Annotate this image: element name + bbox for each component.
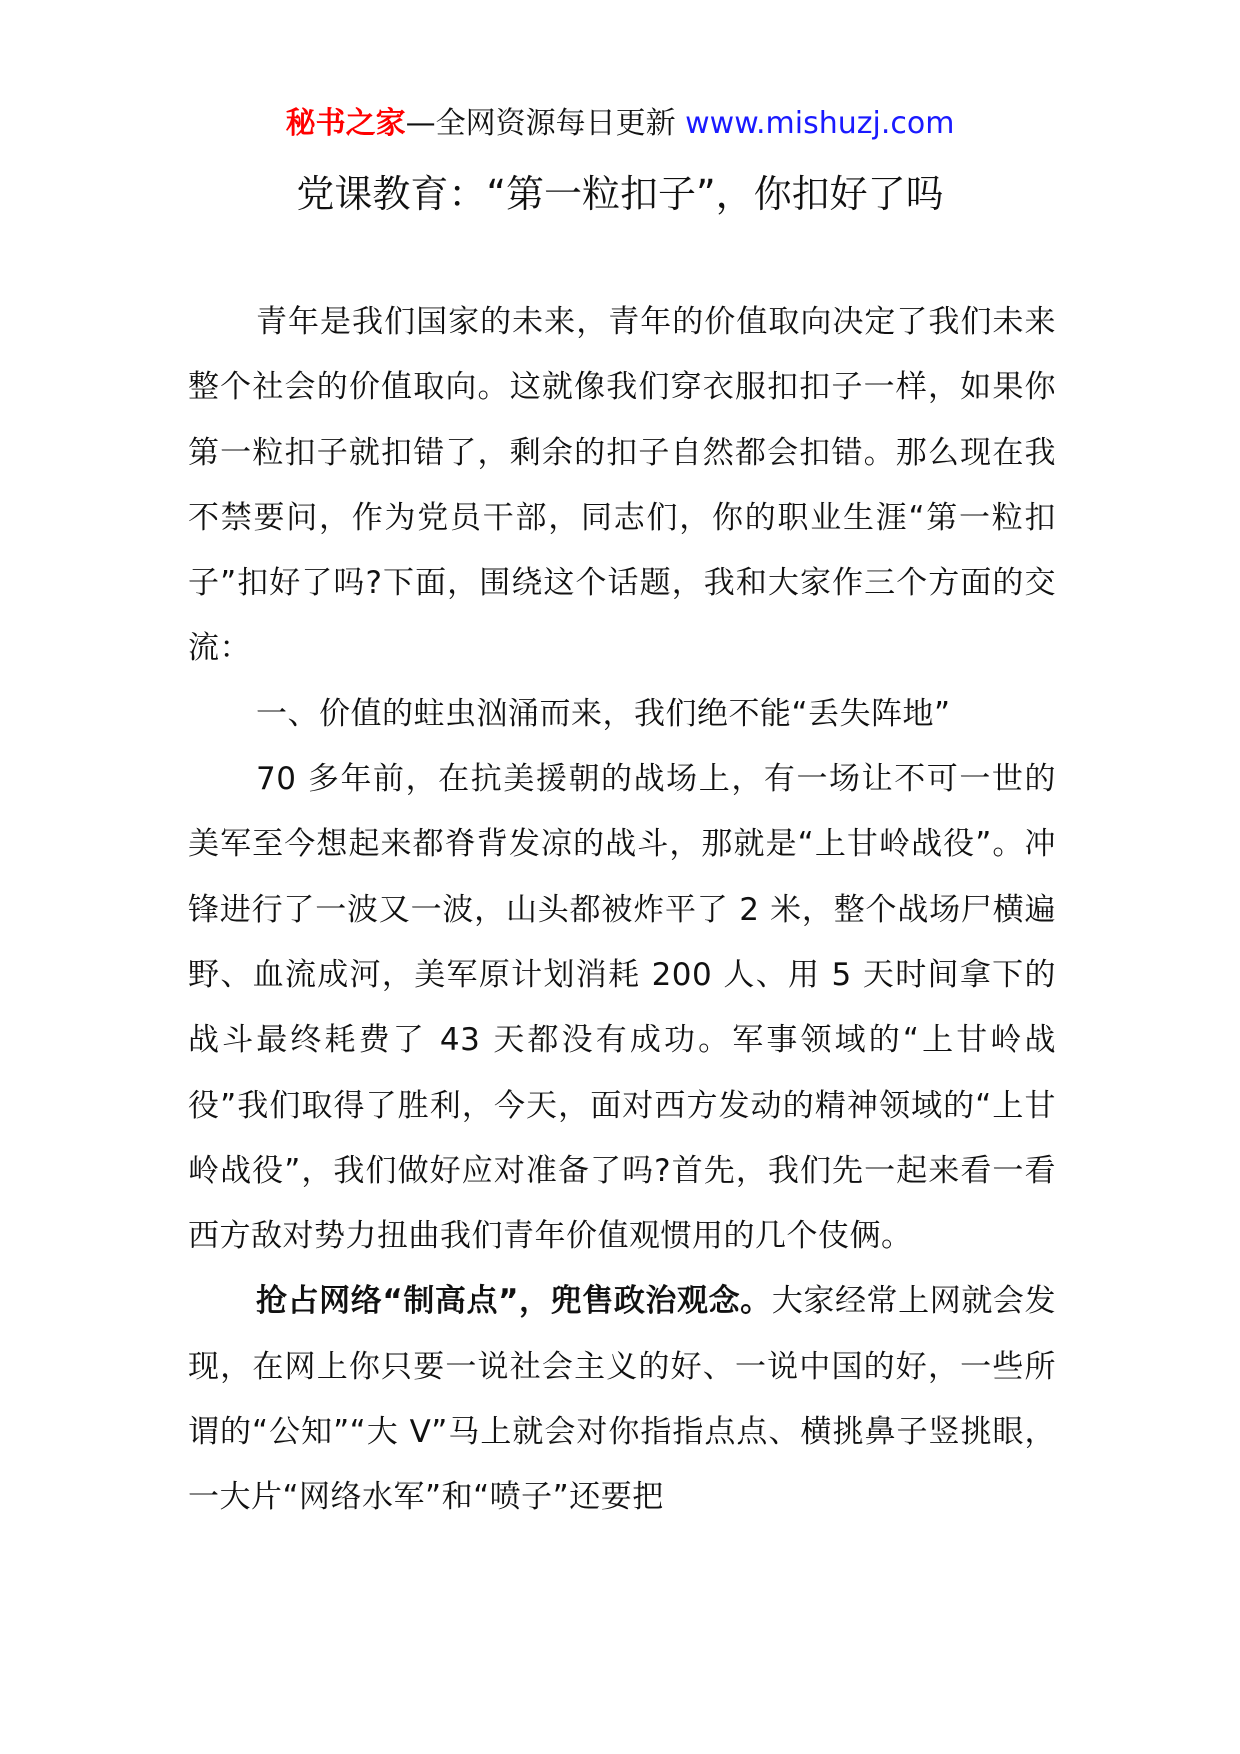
site-header [0,102,1240,146]
paragraph-intro: 青年是我们国家的未来，青年的价值取向决定了我们未来整个社会的价值取向。这就像我们穿衣服扣扣子一样，如果你第一粒扣子就扣错了，剩余的扣子自然都会扣错。那么现在我不禁要问，作为党员干部，同志们，你的职业生涯“第一粒扣子”扣好了吗?下面，围绕这个话题，我和大家作三个方面的交流： [188,304,1056,667]
document-body [188,290,1056,1531]
paragraph-network [188,1269,1056,1530]
paragraph-battle: 70 多年前，在抗美援朝的战场上，有一场让不可一世的美军至今想起来都脊背发凉的战斗，那就是“上甘岭战役”。冲锋进行了一波又一波，山头都被炸平了 2 米，整个战场尸横遍野、血流成河，美军原计划消耗 200 人、用 5 天时间拿下的战斗最终耗费了 43 天都没有成功。军事领域的“上甘岭战役”我们取得了胜利，今天，面对西方发动的精神领域的“上甘岭战役”，我们做好应对准备了吗?首先，我们先一起来看一看西方敌对势力扭曲我们青年价值观惯用的几个伎俩。 [188,761,1056,1255]
paragraph-lead-bold: 抢占网络“制高点”，兜售政治观念。 [256,1283,772,1320]
section-heading-1: 一、价值的蛀虫汹涌而来，我们绝不能“丢失阵地” [256,695,951,732]
site-tagline: —全网资源每日更新 [405,106,676,141]
paragraph-network-text: 大家经常上网就会发现，在网上你只要一说社会主义的好、一说中国的好，一些所谓的“公知”“大 V”马上就会对你指指点点、横挑鼻子竖挑眼，一大片“网络水军”和“喷子”还要把 [188,1283,1057,1516]
site-brand: 秘书之家 [285,106,406,141]
document-title: 党课教育：“第一粒扣子”，你扣好了吗 [296,172,944,216]
site-url-link[interactable]: www.mishuzj.com [685,106,955,141]
